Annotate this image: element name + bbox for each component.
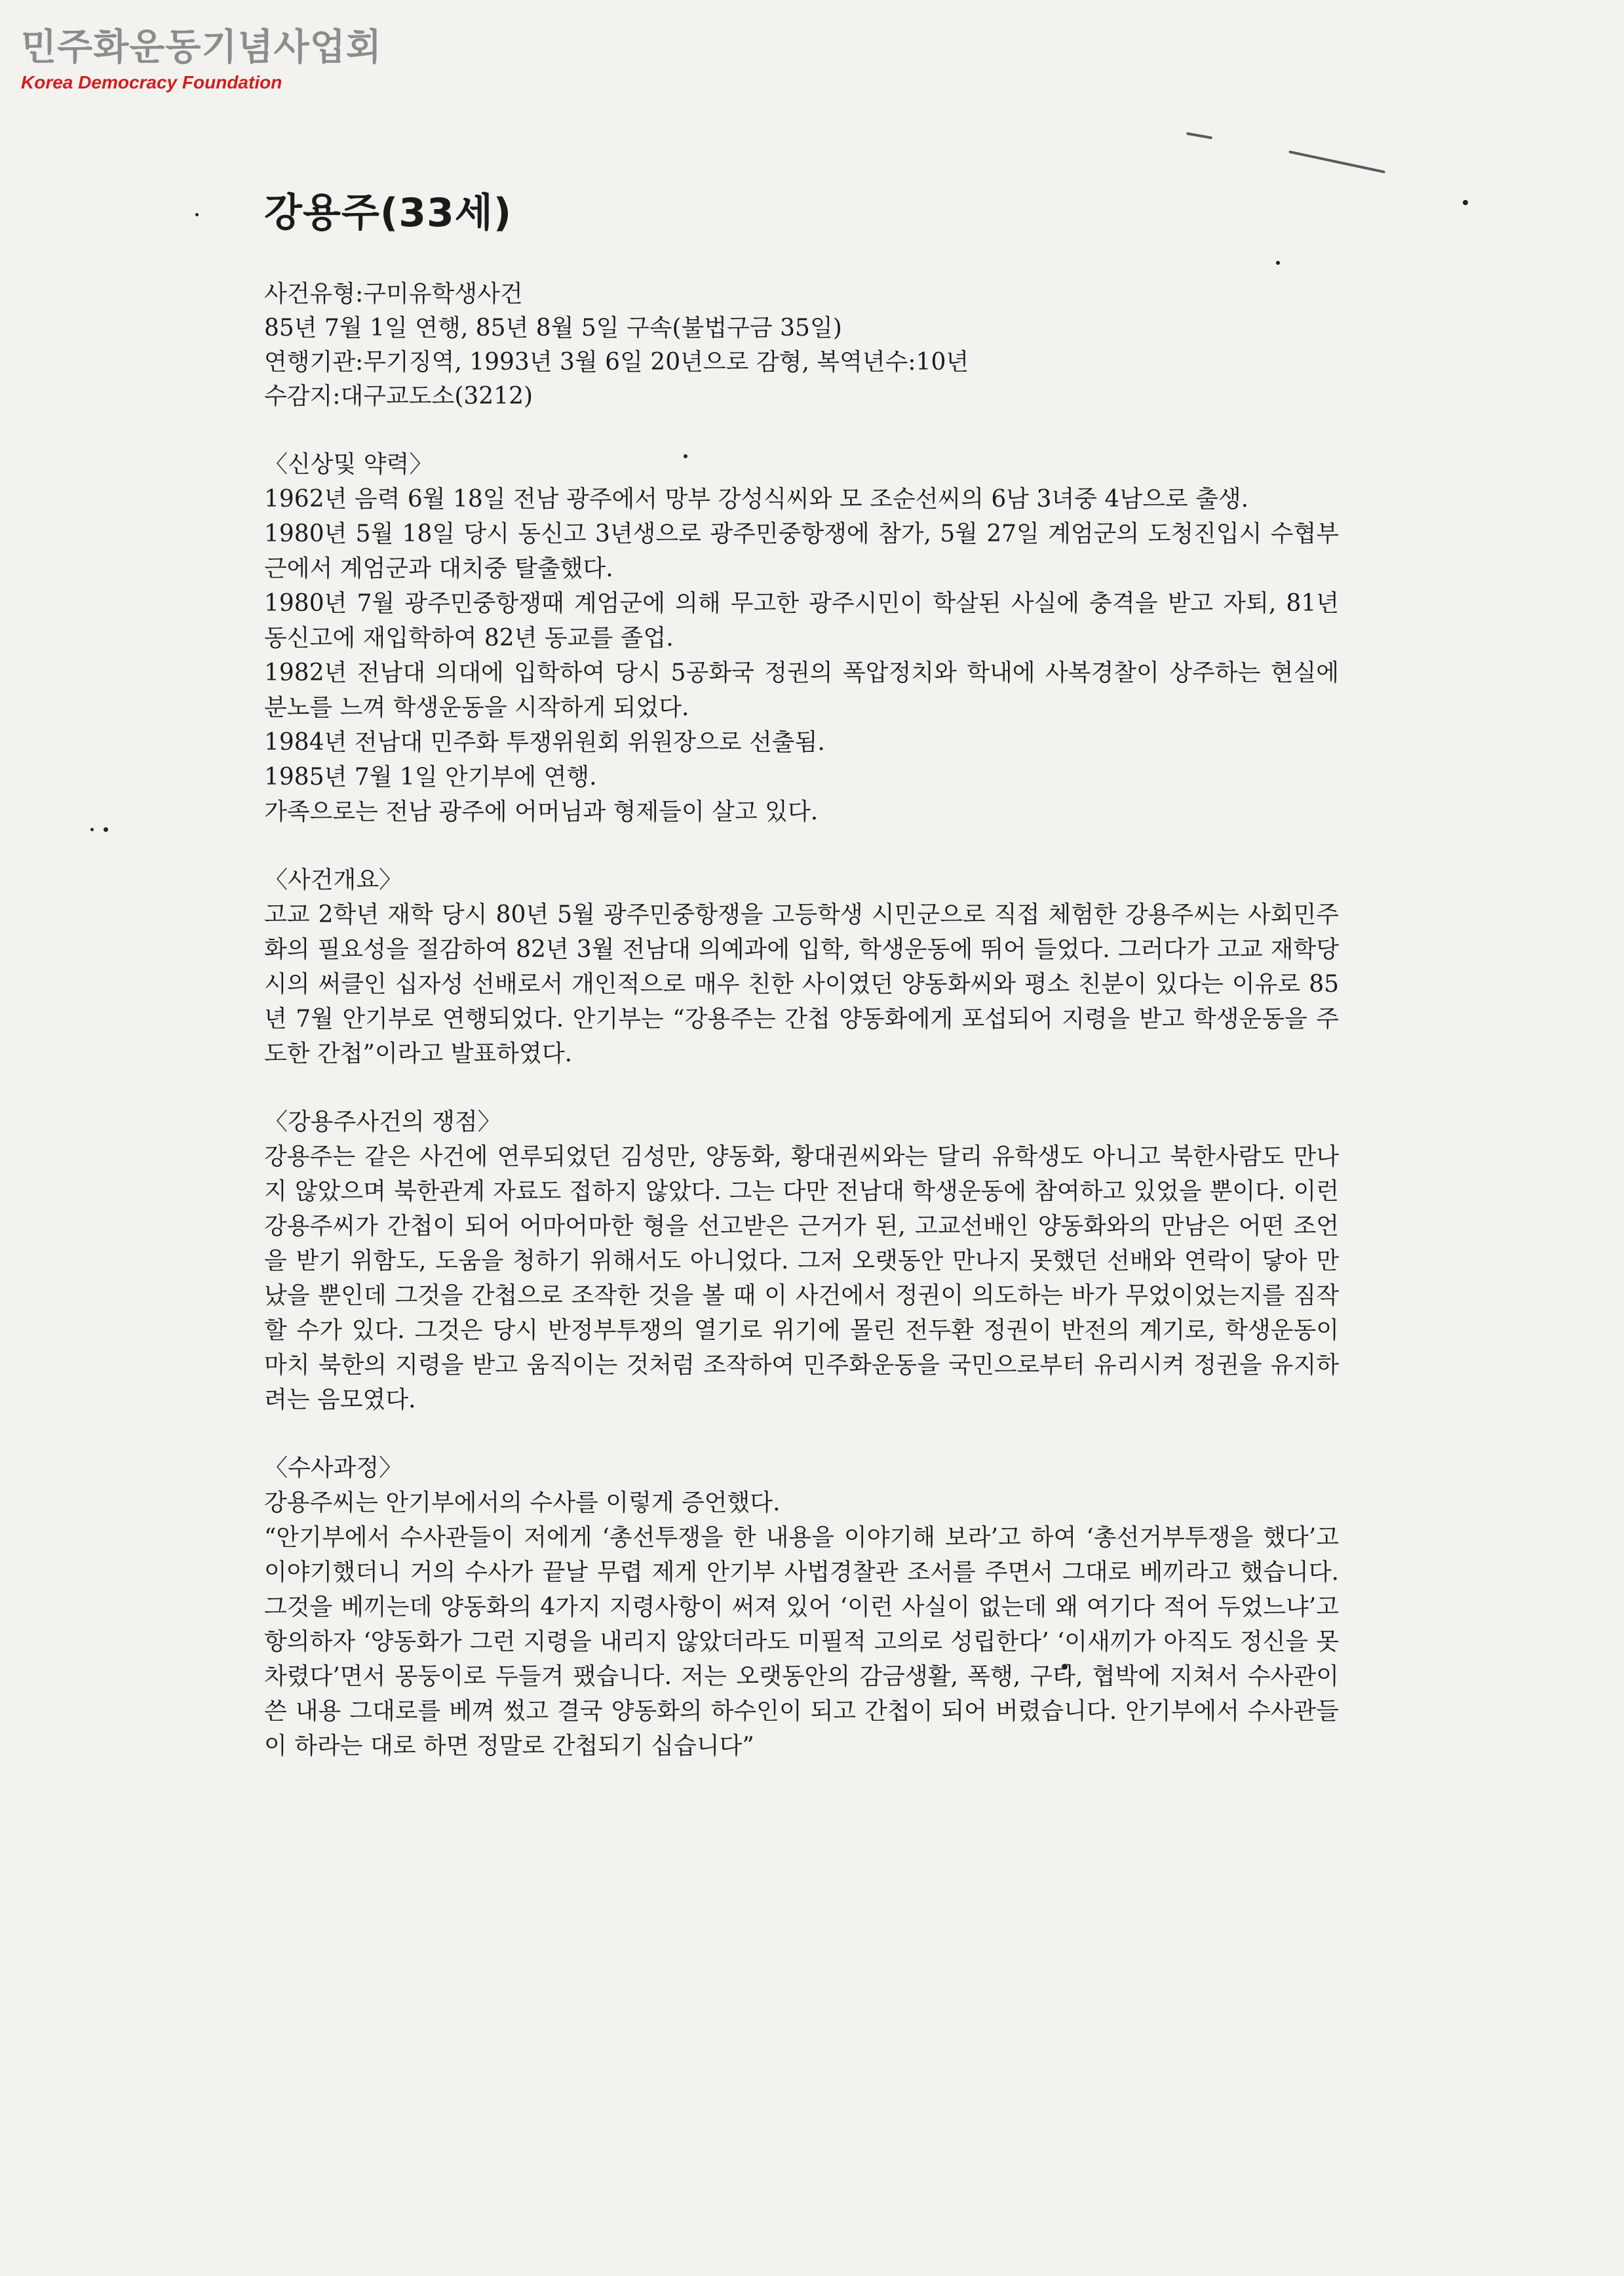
scan-speck [1463,200,1468,205]
arrest-info: 85년 7월 1일 연행, 85년 8월 5일 구속(불법구금 35일) [264,315,842,342]
section-heading: 〈강용주사건의 쟁점〉 [264,1109,501,1135]
section-investigation [264,1451,1339,1763]
prison-info: 수감지:대구교도소(3212) [264,383,533,410]
investigation-paragraph: 강용주씨는 안기부에서의 수사를 이렇게 증언했다. [264,1489,781,1516]
section-overview [264,863,1339,1071]
section-profile [264,448,1339,829]
scan-speck [104,827,108,832]
testimony-paragraph: “안기부에서 수사관들이 저에게 ‘총선투쟁을 한 내용을 이야기해 보라’고 하여 ‘총선거부투쟁을 했다’고 이야기했더니 거의 수사가 끝날 무렵 제게 안기부 사법경찰관 조서를 주면서 그대로 베끼라고 했습니다. 그것을 베끼는데 양동화의 4가지 지령사항이 써져 있어 ‘이런 사실이 없는데 왜 여기다 적어 두었느냐’고 항의하자 ‘양동화가 그런 지령을 내리지 않았더라도 미필적 고의로 성립한다’ ‘이새끼가 아직도 정신을 못차렸다’면서 몽둥이로 두들겨 팼습니다. 저는 오랫동안의 감금생활, 폭행, 구타, 협박에 지쳐서 수사관이 쓴 내용 그대로를 베껴 썼고 결국 양동화의 하수인이 되고 간첩이 되어 버렸습니다. 안기부에서 수사관들이 하라는 대로 하면 정말로 간첩되기 십습니다” [264,1524,1339,1759]
sentence-info: 연행기관:무기징역, 1993년 3월 6일 20년으로 감형, 복역년수:10년 [264,349,969,376]
profile-paragraph: 1984년 전남대 민주화 투쟁위원회 위원장으로 선출됨. [264,729,825,756]
scan-speck [90,828,94,831]
overview-paragraph: 고교 2학년 재학 당시 80년 5월 광주민중항쟁을 고등학생 시민군으로 직접 체험한 강용주씨는 사회민주화의 필요성을 절감하여 82년 3월 전남대 의예과에 입학, 학생운동에 뛰어 들었다. 그러다가 고교 재학당시의 써클인 십자성 선배로서 개인적으로 매우 친한 사이였던 양동화씨와 평소 친분이 있다는 이유로 85년 7월 안기부로 연행되었다. 안기부는 “강용주는 간첩 양동화에게 포섭되어 지령을 받고 학생운동을 주도한 간첩”이라고 발표하였다. [264,901,1339,1067]
section-heading: 〈사건개요〉 [264,867,403,893]
section-heading: 〈수사과정〉 [264,1455,403,1481]
scan-streak [1186,132,1212,140]
case-info [264,277,1339,414]
org-logo [21,25,382,94]
profile-paragraph: 1982년 전남대 의대에 입학하여 당시 5공화국 정권의 폭압정치와 학내에 사복경찰이 상주하는 현실에 분노를 느껴 학생운동을 시작하게 되었다. [264,659,1339,721]
profile-paragraph: 1980년 7월 광주민중항쟁때 계엄군에 의해 무고한 광주시민이 학살된 사실에 충격을 받고 자퇴, 81년 동신고에 재입학하여 82년 동교를 졸업. [264,590,1339,652]
profile-paragraph: 1980년 5월 18일 당시 동신고 3년생으로 광주민중항쟁에 참가, 5월 27일 계엄군의 도청진입시 수협부근에서 계엄군과 대치중 탈출했다. [264,520,1339,582]
profile-paragraph: 가족으로는 전남 광주에 어머님과 형제들이 살고 있다. [264,798,819,825]
scan-streak [1288,150,1385,173]
section-heading: 〈신상및 약력〉 [264,451,433,478]
scan-speck [195,213,199,216]
case-type: 사건유형:구미유학생사건 [264,281,523,307]
issues-paragraph: 강용주는 같은 사건에 연루되었던 김성만, 양동화, 황대권씨와는 달리 유학생도 아니고 북한사람도 만나지 않았으며 북한관계 자료도 접하지 않았다. 그는 다만 전남대 학생운동에 참여하고 있었을 뿐이다. 이런 강용주씨가 간첩이 되어 어마어마한 형을 선고받은 근거가 된, 고교선배인 양동화와의 만남은 어떤 조언을 받기 위함도, 도움을 청하기 위해서도 아니었다. 그저 오랫동안 만나지 못했던 선배와 연락이 닿아 만났을 뿐인데 그것을 간첩으로 조작한 것을 볼 때 이 사건에서 정권이 의도하는 바가 무었이었는지를 짐작할 수가 있다. 그것은 당시 반정부투쟁의 열기로 위기에 몰린 전두환 정권이 반전의 계기로, 학생운동이 마치 북한의 지령을 받고 움직이는 것처럼 조작하여 민주화운동을 국민으로부터 유리시켜 정권을 유지하려는 음모였다. [264,1143,1339,1413]
profile-paragraph: 1962년 음력 6월 18일 전남 광주에서 망부 강성식씨와 모 조순선씨의 6남 3녀중 4남으로 출생. [264,486,1249,513]
org-name-korean: 민주화운동기념사업회 [21,26,382,69]
profile-paragraph: 1985년 7월 1일 안기부에 연행. [264,764,597,791]
document-body [264,187,1339,1763]
section-issues [264,1105,1339,1417]
document-title: 강용주(33세) [264,190,512,236]
org-name-english: Korea Democracy Foundation [21,72,282,92]
